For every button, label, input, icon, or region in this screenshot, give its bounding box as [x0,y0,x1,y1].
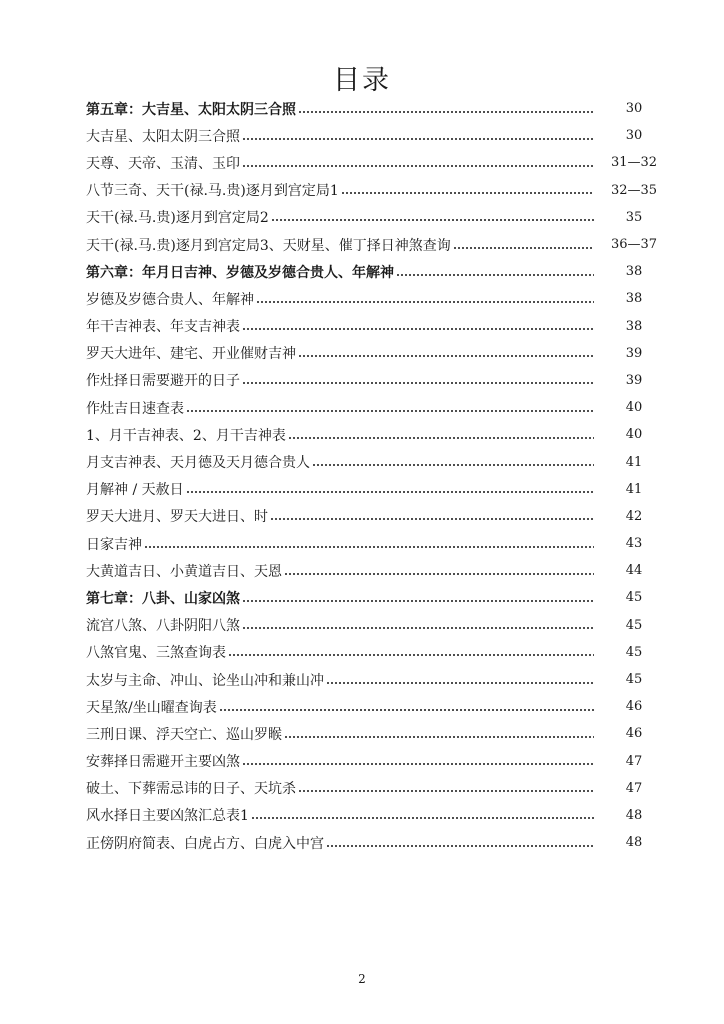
toc-page-number: 31—32 [610,155,658,171]
dot-leader [242,165,594,167]
toc-entry-row [86,557,668,584]
toc-page-number: 36—37 [610,237,658,253]
toc-entry-row [86,149,668,176]
toc-entry-row [86,775,668,802]
toc-page-number: 38 [625,318,643,334]
toc-entry-label: 太岁与主命、冲山、论坐山冲和兼山冲 [86,672,324,689]
dot-leader [298,355,594,357]
toc-entry-label: 天星煞/坐山曜查询表 [86,699,217,716]
toc-page-number: 45 [625,644,643,660]
toc-entry-row [86,530,668,557]
toc-entry-row [86,612,668,639]
toc-entry-row [86,313,668,340]
toc-page-number: 47 [625,780,643,796]
page-number: 2 [358,972,366,986]
toc-entry-label: 岁德及岁德合贵人、年解神 [86,291,254,308]
page-title: 目录 [333,65,391,96]
dot-leader [242,763,594,765]
dot-leader [186,491,594,493]
toc-page-number: 30 [625,128,643,144]
dot-leader [186,410,594,412]
dot-leader [242,138,594,140]
dot-leader [242,382,594,384]
toc-entry-row [86,720,668,747]
toc-page-number: 41 [625,454,643,470]
toc-entry-label: 大吉星、太阳太阴三合照 [86,128,240,145]
toc-page-number: 35 [625,209,643,225]
toc-page-number: 32—35 [610,182,658,198]
toc-entry-row [86,748,668,775]
dot-leader [242,600,594,602]
toc-entry-label: 安葬择日需避开主要凶煞 [86,754,240,771]
toc-entry-label: 八节三奇、天干(禄.马.贵)逐月到宫定局1 [86,183,339,200]
toc-entry-label: 罗天大进年、建宅、开业催财吉神 [86,346,296,363]
table-of-contents [86,95,668,856]
toc-page-number: 48 [625,807,643,823]
dot-leader [341,192,594,194]
toc-page-number: 45 [625,617,643,633]
dot-leader [242,328,594,330]
toc-page-number: 39 [625,372,643,388]
toc-chapter-row [86,95,668,122]
toc-entry-label: 天干(禄.马.贵)逐月到宫定局3、天财星、催丁择日神煞查询 [86,237,451,254]
toc-page-number: 48 [625,835,643,851]
toc-entry-label: 月解神 / 天赦日 [86,482,184,499]
toc-entry-label: 天尊、天帝、玉清、玉印 [86,155,240,172]
toc-entry-label: 第七章：八卦、山家凶煞 [86,590,240,607]
toc-entry-label: 破土、下葬需忌讳的日子、天坑杀 [86,781,296,798]
toc-entry-row [86,231,668,258]
toc-entry-row [86,421,668,448]
toc-entry-label: 月支吉神表、天月德及天月德合贵人 [86,455,310,472]
dot-leader [326,845,594,847]
toc-entry-label: 正傍阴府简表、白虎占方、白虎入中宫 [86,835,324,852]
dot-leader [219,709,594,711]
toc-entry-row [86,476,668,503]
dot-leader [298,111,594,113]
toc-page-number: 39 [625,345,643,361]
dot-leader [284,736,594,738]
toc-page-number: 40 [625,400,643,416]
toc-chapter-row [86,258,668,285]
dot-leader [251,817,594,819]
dot-leader [396,274,594,276]
dot-leader [228,654,594,656]
dot-leader [288,437,594,439]
toc-entry-row [86,204,668,231]
dot-leader [144,546,594,548]
toc-entry-row [86,448,668,475]
toc-entry-row [86,285,668,312]
toc-page-number: 45 [625,672,643,688]
dot-leader [242,627,594,629]
toc-entry-row [86,503,668,530]
toc-page-number: 38 [625,291,643,307]
toc-page-number: 43 [625,536,643,552]
toc-page-number: 41 [625,481,643,497]
toc-entry-row [86,639,668,666]
toc-entry-label: 1、月干吉神表、2、月干吉神表 [86,427,286,444]
toc-entry-label: 作灶吉日速查表 [86,400,184,417]
toc-entry-label: 三刑日课、浮天空亡、巡山罗睺 [86,726,282,743]
toc-page-number: 40 [625,427,643,443]
toc-entry-row [86,693,668,720]
toc-entry-row [86,829,668,856]
toc-chapter-row [86,584,668,611]
toc-entry-label: 天干(禄.马.贵)逐月到宫定局2 [86,210,269,227]
toc-page-number: 46 [625,699,643,715]
toc-entry-label: 年干吉神表、年支吉神表 [86,319,240,336]
toc-page-number: 42 [625,508,643,524]
toc-page-number: 46 [625,726,643,742]
dot-leader [270,518,594,520]
toc-entry-row [86,340,668,367]
toc-entry-label: 第五章：大吉星、太阳太阴三合照 [86,101,296,118]
toc-page-number: 30 [625,101,643,117]
toc-entry-row [86,367,668,394]
dot-leader [312,464,594,466]
dot-leader [453,247,594,249]
toc-entry-label: 八煞官鬼、三煞查询表 [86,645,226,662]
toc-entry-label: 作灶择日需要避开的日子 [86,373,240,390]
toc-entry-row [86,394,668,421]
dot-leader [256,301,594,303]
toc-entry-label: 日家吉神 [86,536,142,553]
dot-leader [298,790,594,792]
toc-entry-row [86,122,668,149]
toc-page-number: 45 [625,590,643,606]
toc-entry-label: 风水择日主要凶煞汇总表1 [86,808,249,825]
toc-entry-label: 流宫八煞、八卦阴阳八煞 [86,618,240,635]
toc-entry-label: 大黄道吉日、小黄道吉日、天恩 [86,563,282,580]
toc-entry-row [86,666,668,693]
toc-page-number: 44 [625,563,643,579]
dot-leader [271,219,594,221]
toc-entry-label: 罗天大进月、罗天大进日、时 [86,509,268,526]
dot-leader [284,573,594,575]
toc-entry-label: 第六章：年月日吉神、岁德及岁德合贵人、年解神 [86,264,394,281]
toc-page-number: 47 [625,753,643,769]
dot-leader [326,682,594,684]
toc-entry-row [86,802,668,829]
toc-entry-row [86,177,668,204]
toc-page-number: 38 [625,264,643,280]
